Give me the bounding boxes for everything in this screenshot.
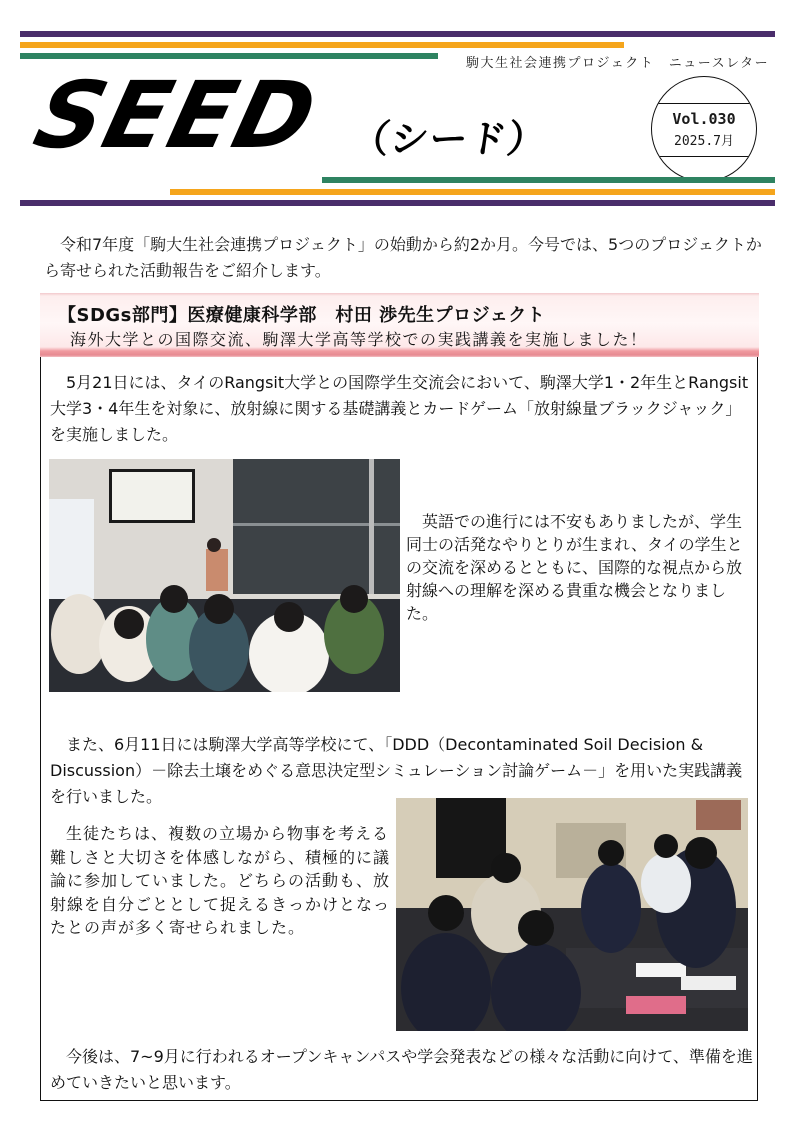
- paragraph-rangsit-exchange: 5月21日には、タイのRangsit大学との国際学生交流会において、駒澤大学1・2年生とRangsit大学3・4年生を対象に、放射線に関する基礎講義とカードゲーム「放射線量ブラックジャック」を実施しました。: [50, 373, 749, 444]
- intro-paragraph: 令和7年度「駒大生社会連携プロジェクト」の始動から約2か月。今号では、5つのプロジェクトから寄せられた活動報告をご紹介します。: [44, 235, 762, 280]
- paragraph-english-session: 英語での進行には不安もありましたが、学生同士の活発なやりとりが生まれ、タイの学生との交流を深めるとともに、国際的な視点から放射線への理解を深める貴重な機会となりました。: [406, 512, 743, 623]
- newsletter-subtitle: 駒大生社会連携プロジェクト ニュースレター: [466, 56, 770, 71]
- paragraph-ddd-lecture: また、6月11日には駒澤大学高等学校にて、「DDD（Decontaminated Soil Decision & Discussion）－除去土壌をめぐる意思決定型シミュレーション討論ゲーム－」を用いた実践講義を行いました。: [50, 735, 743, 806]
- paragraph-future-plans: 今後は、7~9月に行われるオープンキャンパスや学会発表などの様々な活動に向けて、準備を進めていきたいと思います。: [50, 1047, 753, 1092]
- section-banner: [40, 293, 759, 357]
- volume-badge: [651, 76, 757, 182]
- header-band-orange-top: [20, 42, 624, 48]
- header-band-purple-bottom: [20, 200, 775, 206]
- lecture-room-photo-icon: [49, 459, 400, 692]
- newsletter-logo-kana: （シード）: [348, 117, 550, 161]
- volume-band: [652, 103, 756, 157]
- section-title: 【SDGs部門】医療健康科学部 村田 渉先生プロジェクト: [58, 305, 546, 326]
- header-band-green-bottom: [322, 177, 775, 183]
- classroom-photo-icon: [396, 798, 748, 1031]
- photo-high-school-class: [396, 798, 748, 1031]
- issue-date: 2025.7月: [674, 134, 734, 149]
- header-band-orange-bottom: [170, 189, 775, 195]
- header-band-purple-top: [20, 31, 775, 37]
- newsletter-logo: SEED: [24, 62, 328, 169]
- volume-number: Vol.030: [672, 110, 736, 128]
- paragraph-student-feedback: 生徒たちは、複数の立場から物事を考える難しさと大切さを体感しながら、積極的に議論に参加していました。どちらの活動も、放射線を自分ごととして捉えるきっかけとなったとの声が多く寄せられました。: [50, 824, 391, 937]
- header-band-green-top: [20, 53, 438, 59]
- photo-rangsit-lecture: [49, 459, 400, 692]
- section-subtitle: 海外大学との国際交流、駒澤大学高等学校での実践講義を実施しました！: [70, 330, 648, 349]
